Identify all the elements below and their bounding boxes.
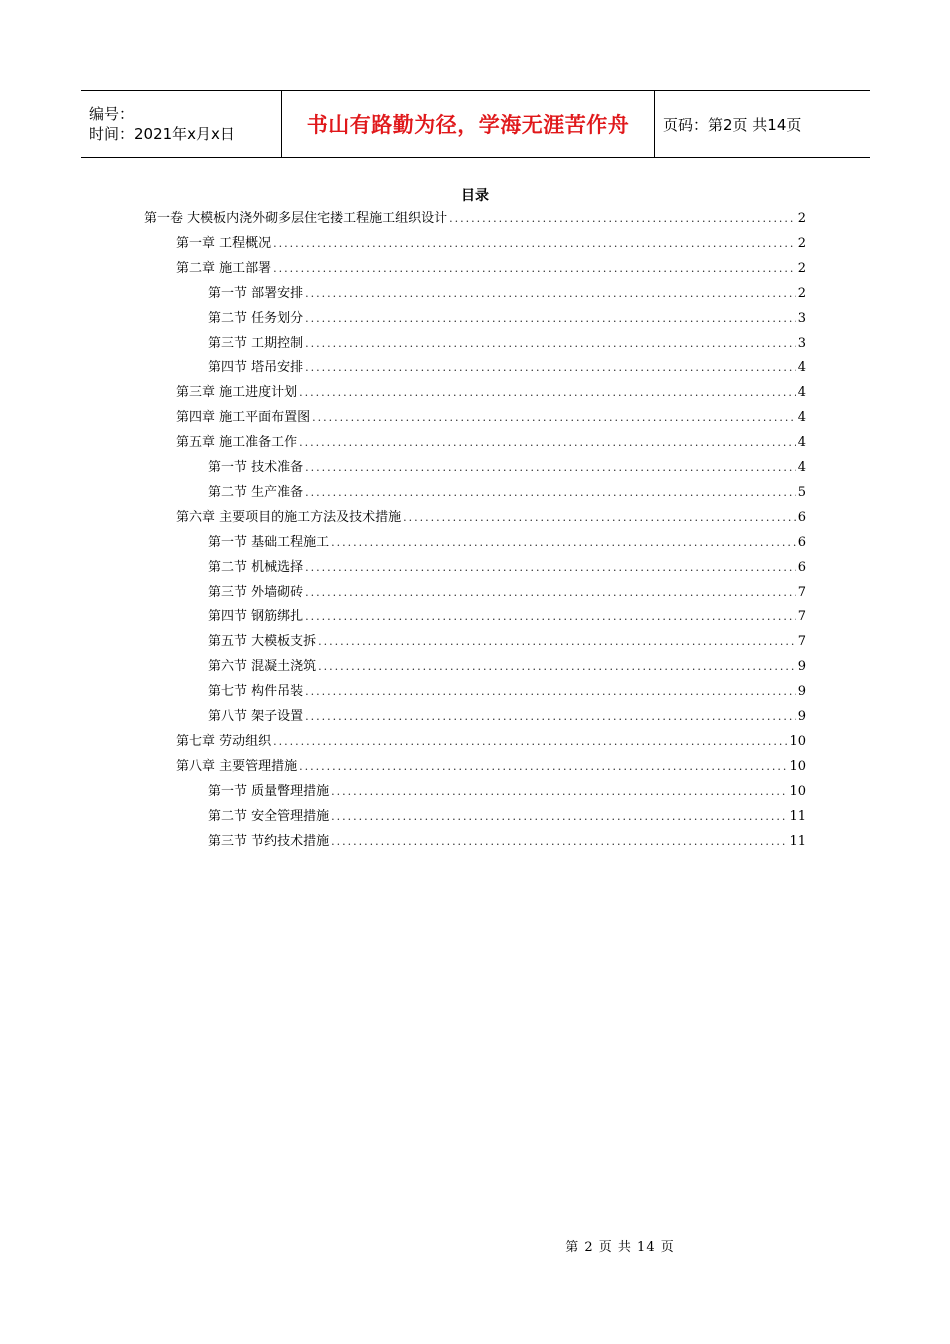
toc-entry-title: 第三节 节约技术措施 bbox=[208, 833, 330, 849]
toc-dot-leader bbox=[299, 757, 787, 777]
header-meta bbox=[81, 91, 281, 157]
toc-dot-leader bbox=[299, 383, 796, 403]
toc-entry[interactable] bbox=[176, 383, 806, 403]
toc-entry-title: 第七节 构件吊装 bbox=[208, 684, 304, 700]
toc-entry-title: 第一章 工程概况 bbox=[176, 235, 272, 251]
toc-entry[interactable] bbox=[208, 607, 806, 627]
toc-entry[interactable] bbox=[208, 682, 806, 702]
toc-entry[interactable] bbox=[208, 558, 806, 578]
toc-entry-page-number: 2 bbox=[797, 260, 806, 276]
toc-entry-title: 第六章 主要项目的施工方法及技术措施 bbox=[176, 509, 402, 525]
toc-entry-page-number: 4 bbox=[797, 360, 806, 376]
toc-entry-page-number: 2 bbox=[797, 285, 806, 301]
toc-entry[interactable] bbox=[176, 234, 806, 254]
header-motto: 书山有路勤为径，学海无涯苦作舟 bbox=[306, 113, 630, 137]
toc-dot-leader bbox=[273, 234, 796, 254]
toc-entry-page-number: 5 bbox=[797, 484, 806, 500]
toc-entry-page-number: 10 bbox=[789, 758, 806, 774]
toc-entry[interactable] bbox=[208, 458, 806, 478]
toc-dot-leader bbox=[312, 408, 796, 428]
toc-entry[interactable] bbox=[176, 732, 806, 752]
toc-entry-title: 第一节 部署安排 bbox=[208, 285, 304, 301]
toc-entry-page-number: 7 bbox=[797, 609, 806, 625]
toc-entry-title: 第四章 施工平面布置图 bbox=[176, 410, 311, 426]
toc-entry[interactable] bbox=[176, 259, 806, 279]
toc-dot-leader bbox=[273, 732, 787, 752]
toc-entry[interactable] bbox=[176, 408, 806, 428]
toc-entry-page-number: 4 bbox=[797, 435, 806, 451]
toc-entry-title: 第七章 劳动组织 bbox=[176, 733, 272, 749]
toc-entry-title: 第二节 机械选择 bbox=[208, 559, 304, 575]
toc-entry-title: 第一节 质量瞥理措施 bbox=[208, 783, 330, 799]
toc-entry-page-number: 9 bbox=[797, 659, 806, 675]
toc-entry[interactable] bbox=[208, 782, 806, 802]
toc-dot-leader bbox=[305, 607, 796, 627]
toc-entry[interactable] bbox=[208, 807, 806, 827]
toc-dot-leader bbox=[305, 458, 796, 478]
toc-entry[interactable] bbox=[144, 209, 806, 229]
toc-dot-leader bbox=[305, 558, 796, 578]
toc-entry-page-number: 6 bbox=[797, 534, 806, 550]
toc-entry-title: 第二节 安全管理措施 bbox=[208, 808, 330, 824]
toc-entry[interactable] bbox=[208, 483, 806, 503]
toc-entry-title: 第一节 技术准备 bbox=[208, 460, 304, 475]
toc-dot-leader bbox=[331, 807, 787, 827]
toc-entry[interactable] bbox=[208, 533, 806, 553]
toc-entry-title: 第五节 大模板支拆 bbox=[208, 634, 317, 650]
toc-entry-title: 第一卷 大模板内浇外砌多层住宅搂工程施工组织设计 bbox=[144, 211, 448, 226]
toc-entry-title: 第八节 架子设置 bbox=[208, 709, 304, 724]
toc-entry[interactable] bbox=[208, 358, 806, 378]
toc-dot-leader bbox=[331, 832, 787, 852]
toc-entry[interactable] bbox=[176, 757, 806, 777]
document-date-label: 时间：2021年x月x日 bbox=[89, 125, 235, 143]
toc-entry[interactable] bbox=[176, 433, 806, 453]
toc-entry[interactable] bbox=[208, 657, 806, 677]
toc-dot-leader bbox=[331, 533, 796, 553]
toc-entry-page-number: 4 bbox=[797, 460, 806, 475]
toc-entry-page-number: 3 bbox=[797, 335, 806, 351]
toc-entry-page-number: 9 bbox=[797, 684, 806, 700]
toc-dot-leader bbox=[449, 209, 796, 229]
document-number-label: 编号： bbox=[89, 105, 135, 123]
toc-entry[interactable] bbox=[208, 284, 806, 304]
toc-entry-page-number: 3 bbox=[797, 310, 806, 326]
toc-entry-page-number: 4 bbox=[797, 385, 806, 401]
toc-dot-leader bbox=[305, 483, 796, 503]
toc-entry-page-number: 4 bbox=[797, 410, 806, 426]
page-footer: 第 2 页 共 14 页 bbox=[565, 1240, 675, 1255]
toc-entry[interactable] bbox=[208, 707, 806, 727]
header-page-info: 页码：第2页 共14页 bbox=[663, 115, 802, 134]
toc-entry-page-number: 7 bbox=[797, 634, 806, 650]
toc-entry-title: 第八章 主要管理措施 bbox=[176, 758, 298, 774]
toc-entry-page-number: 9 bbox=[797, 709, 806, 724]
toc-entry-page-number: 11 bbox=[789, 833, 806, 849]
toc-entry-page-number: 10 bbox=[789, 733, 806, 749]
toc-entry-page-number: 6 bbox=[797, 509, 806, 525]
toc-dot-leader bbox=[305, 358, 796, 378]
toc-entry-page-number: 10 bbox=[789, 783, 806, 799]
toc-entry[interactable] bbox=[208, 309, 806, 329]
toc-entry[interactable] bbox=[208, 334, 806, 354]
toc-dot-leader bbox=[318, 657, 796, 677]
toc-entry[interactable] bbox=[176, 508, 806, 528]
toc-dot-leader bbox=[273, 259, 796, 279]
header-page-info-cell bbox=[655, 91, 870, 157]
toc-entry-title: 第二节 任务划分 bbox=[208, 310, 304, 326]
toc-entry-page-number: 7 bbox=[797, 584, 806, 600]
toc-dot-leader bbox=[305, 583, 796, 603]
toc-entry-page-number: 11 bbox=[789, 808, 806, 824]
page-header bbox=[81, 90, 870, 158]
toc-entry-page-number: 6 bbox=[797, 559, 806, 575]
toc-dot-leader bbox=[299, 433, 796, 453]
toc-entry[interactable] bbox=[208, 583, 806, 603]
toc-entry-title: 第六节 混凝土浇筑 bbox=[208, 659, 317, 675]
toc-entry-title: 第三节 工期控制 bbox=[208, 335, 304, 351]
toc-title: 目录 bbox=[461, 188, 489, 204]
toc-dot-leader bbox=[305, 309, 796, 329]
toc-dot-leader bbox=[318, 632, 796, 652]
toc-dot-leader bbox=[331, 782, 787, 802]
toc-dot-leader bbox=[403, 508, 796, 528]
toc-entry-title: 第五章 施工准备工作 bbox=[176, 435, 298, 451]
toc-entry[interactable] bbox=[208, 832, 806, 852]
toc-entry-page-number: 2 bbox=[797, 235, 806, 251]
toc-dot-leader bbox=[305, 682, 796, 702]
toc-entry-title: 第三章 施工进度计划 bbox=[176, 385, 298, 401]
toc-entry-title: 第二章 施工部署 bbox=[176, 260, 272, 276]
toc-entry-page-number: 2 bbox=[797, 211, 806, 226]
toc-entry-title: 第一节 基础工程施工 bbox=[208, 534, 330, 550]
toc-entry-title: 第三节 外墙砌砖 bbox=[208, 584, 304, 600]
toc-dot-leader bbox=[305, 707, 796, 727]
toc-entry-title: 第四节 塔吊安排 bbox=[208, 360, 304, 376]
toc-entry[interactable] bbox=[208, 632, 806, 652]
header-motto-cell bbox=[281, 91, 655, 157]
toc-dot-leader bbox=[305, 334, 796, 354]
toc-dot-leader bbox=[305, 284, 796, 304]
toc-entry-title: 第二节 生产准备 bbox=[208, 484, 304, 500]
toc-entry-title: 第四节 钢筋绑扎 bbox=[208, 609, 304, 625]
